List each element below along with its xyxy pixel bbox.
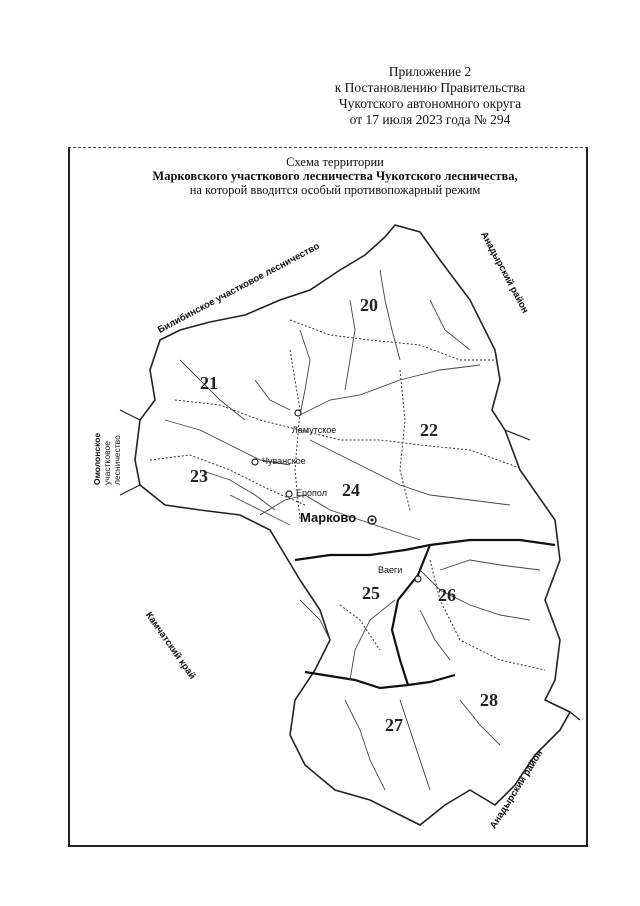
label-anadyr-district-bottom: Анадырский район [488,748,546,831]
label-omolon-line-2: участковое [102,441,112,485]
header-line-4: от 17 июля 2023 года № 294 [349,112,511,127]
district-number-23: 23 [190,466,208,486]
district-number-25: 25 [362,583,380,603]
district-number-24: 24 [342,480,360,500]
header-line-3: Чукотского автономного округа [338,96,522,111]
settlement-lamutskoe: Ламутское [292,425,337,435]
map-title-line-2: Марковского участкового лесничества Чукотского лесничества, [152,169,518,183]
label-omolon-line-3: лесничество [112,435,122,485]
district-number-22: 22 [420,420,438,440]
map-title-line-3: на которой вводится особый противопожарный режим [189,183,481,197]
district-number-26: 26 [438,585,456,605]
label-kamchatka-krai: Камчатский край [142,610,198,682]
district-number-21: 21 [200,373,218,393]
header-line-2: к Постановлению Правительства [334,80,526,95]
map-title-line-1: Схема территории [286,155,384,169]
district-number-28: 28 [480,690,498,710]
settlement-marker-vaegi [415,576,421,582]
neighbor-boundary-southwest [120,485,140,495]
settlement-chuvanskoe: Чуванское [262,456,306,466]
district-number-20: 20 [360,295,378,315]
label-omolon-line-1: Омолонское [92,432,102,485]
settlement-marker-eropol [286,491,292,497]
neighbor-boundary-southeast [570,712,580,720]
settlement-marker-chuvanskoe [252,459,258,465]
label-bilibino-forestry: Билибинское участковое лесничество [156,240,322,336]
neighbor-boundary-west [120,410,140,420]
settlement-marker-lamutskoe [295,410,301,416]
rivers [165,270,540,790]
settlement-eropol: Еропол [296,488,327,498]
settlement-vaegi: Ваеги [378,565,403,575]
settlement-markovo: Марково [300,510,357,525]
label-anadyr-district-top: Анадырский район [478,230,531,316]
main-boundaries [295,540,555,688]
settlement-marker-markovo-center [371,519,374,522]
district-number-27: 27 [385,715,403,735]
header-line-1: Приложение 2 [388,64,472,79]
